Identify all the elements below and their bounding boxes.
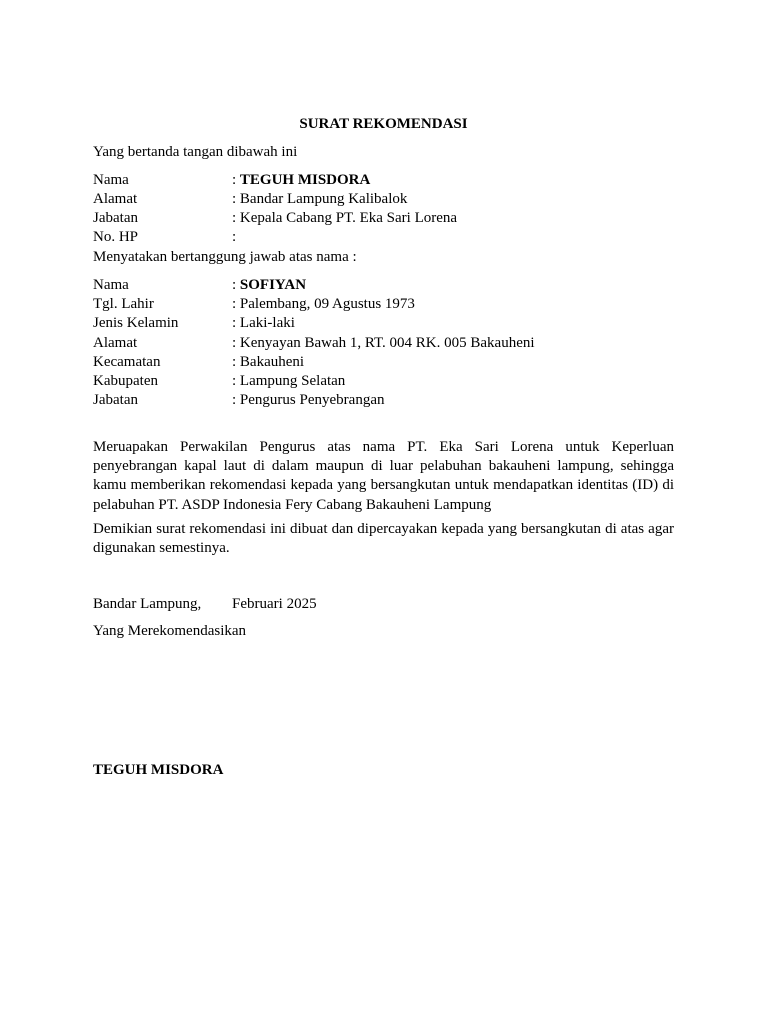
subject-kec-value: Bakauheni [239, 354, 305, 370]
subject-alamat-value: Kenyayan Bawah 1, RT. 004 RK. 005 Bakauheni [239, 335, 535, 351]
intro-text: Yang bertanda tangan dibawah ini [93, 144, 298, 160]
signer-jabatan-value-wrap [232, 209, 457, 228]
subject-nama-value: SOFIYAN [239, 277, 307, 293]
subject-nama-label: Nama [93, 277, 129, 293]
colon: : [232, 172, 237, 188]
subject-jk-value-wrap [232, 314, 295, 333]
subject-tgl-value-wrap [232, 295, 415, 314]
signer-hp-label: No. HP [93, 229, 139, 245]
colon: : [232, 392, 237, 408]
letter-title: SURAT REKOMENDASI [299, 116, 468, 132]
signer-nama-value-wrap [232, 171, 370, 190]
colon: : [232, 191, 237, 207]
signer-nama-value: TEGUH MISDORA [239, 172, 371, 188]
signer-jabatan-label: Jabatan [93, 210, 138, 226]
statement-text: Menyatakan bertanggung jawab atas nama : [93, 249, 357, 265]
colon: : [232, 315, 237, 331]
colon: : [232, 335, 237, 351]
subject-jk-label: Jenis Kelamin [93, 315, 179, 331]
subject-tgl-value: Palembang, 09 Agustus 1973 [239, 296, 415, 312]
closing-place: Bandar Lampung, [93, 596, 202, 612]
closing-date: Februari 2025 [232, 596, 317, 612]
signer-alamat-value: Bandar Lampung Kalibalok [239, 191, 408, 207]
subject-tgl-label: Tgl. Lahir [93, 296, 154, 312]
subject-jk-value: Laki-laki [239, 315, 295, 331]
subject-alamat-label: Alamat [93, 335, 138, 351]
signer-hp-value-wrap [232, 228, 236, 247]
subject-jabatan-value-wrap [232, 391, 384, 410]
subject-kec-label: Kecamatan [93, 354, 161, 370]
signer-jabatan-value: Kepala Cabang PT. Eka Sari Lorena [239, 210, 458, 226]
colon: : [232, 210, 237, 226]
subject-alamat-value-wrap [232, 334, 535, 353]
subject-nama-value-wrap [232, 276, 306, 295]
subject-kab-value-wrap [232, 372, 345, 391]
colon: : [232, 277, 237, 293]
signer-alamat-value-wrap [232, 190, 407, 209]
subject-jabatan-label: Jabatan [93, 392, 138, 408]
colon: : [232, 229, 237, 245]
body-paragraph-1: Meruapakan Perwakilan Pengurus atas nama PT. Eka Sari Lorena untuk Keperluan penyebrangan kapal laut di dalam maupun di luar pelabuhan bakauheni lampung, sehingga kamu memberikan rekomendasi kepada yang bersangkutan untuk mendapatkan identitas (ID) di pelabuhan PT. ASDP Indonesia Fery Cabang Bakauheni Lampung [93, 439, 674, 513]
signature-name: TEGUH MISDORA [93, 762, 224, 778]
colon: : [232, 296, 237, 312]
closing-role: Yang Merekomendasikan [93, 623, 247, 639]
subject-kab-value: Lampung Selatan [239, 373, 346, 389]
signer-alamat-label: Alamat [93, 191, 138, 207]
subject-kec-value-wrap [232, 353, 304, 372]
signer-nama-label: Nama [93, 172, 129, 188]
colon: : [232, 354, 237, 370]
body-paragraph-2: Demikian surat rekomendasi ini dibuat dan dipercayakan kepada yang bersangkutan di atas agar digunakan semestinya. [93, 521, 674, 557]
subject-kab-label: Kabupaten [93, 373, 158, 389]
subject-jabatan-value: Pengurus Penyebrangan [239, 392, 385, 408]
colon: : [232, 373, 237, 389]
